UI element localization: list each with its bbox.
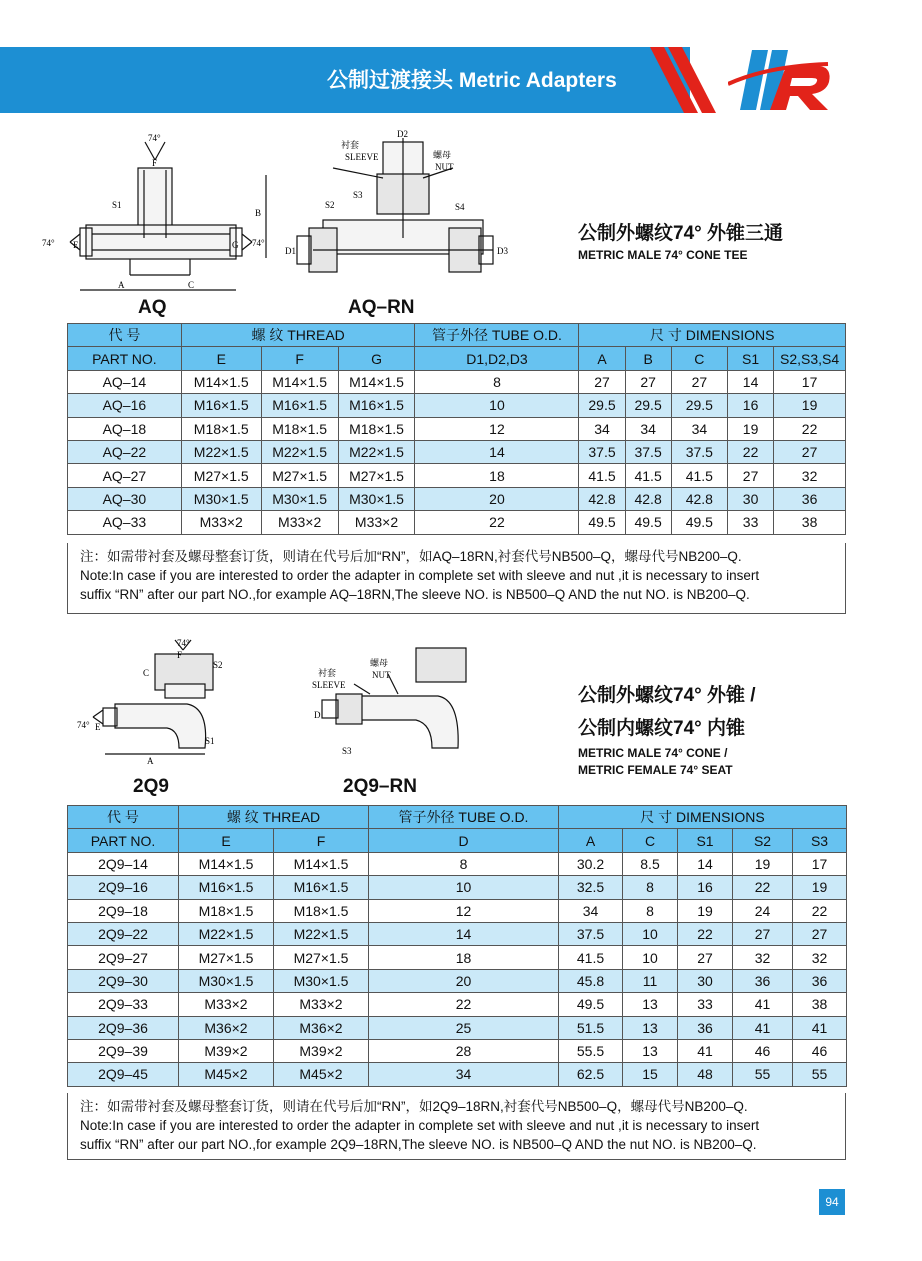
aq-fig-label: AQ [138,297,167,318]
table-cell: M27×1.5 [274,946,369,969]
table-cell: 36 [678,1016,733,1039]
table-cell: M27×1.5 [261,464,338,487]
table-cell: 2Q9–14 [68,852,179,875]
table-cell: 17 [793,852,847,875]
table-cell: 29.5 [671,394,727,417]
table-cell: 42.8 [671,487,727,510]
section2-heading-cn-2: 公制内螺纹74° 内锥 [578,718,746,739]
section2-heading-en-1: METRIC MALE 74° CONE / [578,746,728,760]
table-cell: 34 [625,417,671,440]
aq-note-line: 注：如需带衬套及螺母整套订货，则请在代号后加“RN”，如AQ–18RN,衬套代号NB500–Q，螺母代号NB200–Q. [80,549,742,564]
table-cell: AQ–22 [68,440,182,463]
table-cell: 22 [733,876,793,899]
2q9-s2-label: S2 [213,660,223,670]
subheader-cell: F [274,829,369,852]
table-row [68,946,847,969]
table-cell: 20 [369,969,559,992]
table-cell: M30×1.5 [338,487,415,510]
subheader-cell: G [338,347,415,370]
aq-right-angle-label: 74° [252,238,265,248]
table-cell: 8 [623,876,678,899]
2q9-note-line: Note:In case if you are interested to order the adapter in complete set with sleeve and nut ,it is necessary to insert [80,1118,760,1133]
table-cell: M36×2 [274,1016,369,1039]
table-row [68,1016,847,1039]
table-cell: 18 [369,946,559,969]
aq-rn-d2-label: D2 [397,129,408,139]
header-thread: 螺 纹 THREAD [179,806,369,829]
table-cell: 42.8 [625,487,671,510]
subheader-cell: S2,S3,S4 [774,347,846,370]
table-cell: M27×1.5 [338,464,415,487]
table-cell: AQ–27 [68,464,182,487]
table-cell: 10 [623,922,678,945]
aq-note-line: Note:In case if you are interested to order the adapter in complete set with sleeve and nut ,it is necessary to insert [80,568,760,583]
table-cell: 36 [793,969,847,992]
table-cell: 28 [369,1039,559,1062]
2q9-a-label: A [147,756,154,766]
table-row [68,876,847,899]
table-cell: M18×1.5 [274,899,369,922]
table-cell: M33×2 [274,993,369,1016]
aq-rn-sleeve-cn-label: 衬套 [341,140,360,150]
table-cell: 41 [733,1016,793,1039]
page-title: 公制过渡接头 Metric Adapters [327,69,617,92]
header-dimensions: 尺 寸 DIMENSIONS [579,324,846,347]
2q9-fig-label: 2Q9 [133,776,169,797]
subheader-cell: PART NO. [68,347,182,370]
table-row [68,394,846,417]
aq-note [67,543,846,614]
table-row [68,417,846,440]
table-cell: 10 [623,946,678,969]
table-cell: M30×1.5 [179,969,274,992]
aq-rn-fig-label: AQ–RN [348,297,415,318]
table-cell: 37.5 [559,922,623,945]
table-cell: 27 [678,946,733,969]
table-row [68,969,847,992]
table-cell: 22 [369,993,559,1016]
2q9-note-line: 注：如需带衬套及螺母整套订货，则请在代号后加“RN”，如2Q9–18RN,衬套代号NB500–Q，螺母代号NB200–Q. [80,1099,748,1114]
table-cell: 2Q9–33 [68,993,179,1016]
table-cell: M18×1.5 [261,417,338,440]
subheader-cell: B [625,347,671,370]
table-cell: 30 [678,969,733,992]
table-cell: 42.8 [579,487,625,510]
table-cell: M16×1.5 [181,394,261,417]
aq-rn-d3-label: D3 [497,246,508,256]
aq-rn-d1-label: D1 [285,246,296,256]
table-cell: M22×1.5 [179,922,274,945]
table-cell: M36×2 [179,1016,274,1039]
2q9-table-body [68,852,847,1086]
table-row [68,487,846,510]
aq-rn-nut-en-label: NUT [435,162,454,172]
table-row [68,440,846,463]
table-cell: M33×2 [181,511,261,534]
table-row [68,1063,847,1086]
subheader-cell: E [181,347,261,370]
table-cell: M18×1.5 [338,417,415,440]
2q9-note [67,1093,846,1160]
table-cell: 62.5 [559,1063,623,1086]
2q9-f-label: F [177,650,183,660]
table-cell: M33×2 [261,511,338,534]
header-thread: 螺 纹 THREAD [181,324,415,347]
table-cell: 27 [774,440,846,463]
table-cell: 46 [793,1039,847,1062]
table-cell: 22 [415,511,579,534]
aq-rn-sleeve-en-label: SLEEVE [345,152,379,162]
table-cell: 33 [728,511,774,534]
table-row [68,993,847,1016]
subheader-cell: D1,D2,D3 [415,347,579,370]
table-cell: M33×2 [179,993,274,1016]
2q9-rn-sleeve-en-label: SLEEVE [312,680,346,690]
table-row [68,370,846,393]
2q9-rn-fig-label: 2Q9–RN [343,776,417,797]
table-cell: 27 [728,464,774,487]
table-cell: 49.5 [625,511,671,534]
table-cell: 51.5 [559,1016,623,1039]
table-cell: 55 [733,1063,793,1086]
table-cell: AQ–33 [68,511,182,534]
aq-rn-s4-label: S4 [455,202,465,212]
aq-rn-nut-cn-label: 螺母 [433,150,452,160]
subheader-cell: C [623,829,678,852]
table-cell: M22×1.5 [261,440,338,463]
table-cell: 2Q9–16 [68,876,179,899]
section1-heading [578,218,783,262]
table-cell: 29.5 [625,394,671,417]
table-cell: 55 [793,1063,847,1086]
table-cell: M16×1.5 [261,394,338,417]
table-cell: 27 [579,370,625,393]
table-cell: 36 [733,969,793,992]
table-cell: 2Q9–30 [68,969,179,992]
aq-s1-label: S1 [112,200,122,210]
table-cell: M16×1.5 [179,876,274,899]
table-cell: 14 [415,440,579,463]
aq-c-label: C [188,280,195,290]
subheader-cell: PART NO. [68,829,179,852]
2q9-s1-label: S1 [205,736,215,746]
table-cell: 37.5 [625,440,671,463]
table-cell: M39×2 [179,1039,274,1062]
table-cell: 2Q9–36 [68,1016,179,1039]
aq-e-label: E [73,240,79,250]
aq-note-line: suffix “RN” after our part NO.,for example AQ–18RN,The sleeve NO. is NB500–Q AND the nut NO. is NB200–Q. [80,587,750,602]
table-cell: 19 [774,394,846,417]
table-cell: AQ–14 [68,370,182,393]
header-dimensions: 尺 寸 DIMENSIONS [559,806,847,829]
aq-rn-s3-label: S3 [353,190,363,200]
table-cell: 49.5 [671,511,727,534]
table-cell: 32 [793,946,847,969]
header-tube-od: 管子外径 TUBE O.D. [415,324,579,347]
table-cell: 2Q9–45 [68,1063,179,1086]
table-cell: M45×2 [179,1063,274,1086]
2q9-rn-d-label: D [314,710,321,720]
table-cell: 12 [415,417,579,440]
table-cell: M30×1.5 [274,969,369,992]
table-header-row [68,324,846,347]
table-cell: 8 [369,852,559,875]
table-cell: 27 [671,370,727,393]
table-subheader-row [68,347,846,370]
company-logo [728,44,838,116]
table-row [68,464,846,487]
table-row [68,852,847,875]
table-cell: 41 [678,1039,733,1062]
subheader-cell: A [579,347,625,370]
table-cell: 41.5 [579,464,625,487]
table-cell: M14×1.5 [274,852,369,875]
header-part-code: 代 号 [68,806,179,829]
table-row [68,922,847,945]
table-cell: 17 [774,370,846,393]
table-cell: 10 [415,394,579,417]
table-cell: 55.5 [559,1039,623,1062]
aq-rn-tee-drawing [283,128,515,286]
table-cell: 30 [728,487,774,510]
table-cell: 13 [623,1039,678,1062]
aq-angle-label: 74° [148,133,161,143]
table-cell: 16 [728,394,774,417]
table-cell: 14 [728,370,774,393]
table-cell: M18×1.5 [181,417,261,440]
2q9-rn-s3-label: S3 [342,746,352,756]
2q9-angle-label: 74° [177,638,190,648]
table-cell: 2Q9–18 [68,899,179,922]
table-cell: M33×2 [338,511,415,534]
table-cell: AQ–18 [68,417,182,440]
2q9-rn-sleeve-cn-label: 衬套 [318,668,337,678]
section1-heading-en: METRIC MALE 74° CONE TEE [578,248,748,262]
table-cell: 8 [415,370,579,393]
table-cell: 14 [678,852,733,875]
table-cell: 41.5 [671,464,727,487]
table-cell: 41.5 [559,946,623,969]
2q9-e-label: E [95,722,101,732]
table-cell: 13 [623,993,678,1016]
section2-heading-cn-1: 公制外螺纹74° 外锥 / [578,685,756,706]
aq-f-label: F [152,158,158,168]
table-cell: 45.8 [559,969,623,992]
table-cell: 11 [623,969,678,992]
table-cell: 33 [678,993,733,1016]
table-subheader-row [68,829,847,852]
table-cell: 2Q9–39 [68,1039,179,1062]
table-cell: 27 [793,922,847,945]
table-cell: 10 [369,876,559,899]
aq-a-label: A [118,280,125,290]
section2-heading-en-2: METRIC FEMALE 74° SEAT [578,763,733,777]
table-cell: 34 [671,417,727,440]
table-row [68,511,846,534]
table-cell: 41 [733,993,793,1016]
table-cell: 37.5 [579,440,625,463]
2q9-rn-nut-en-label: NUT [372,670,391,680]
decorative-stripes [650,47,720,113]
aq-rn-s2-label: S2 [325,200,335,210]
table-cell: 19 [793,876,847,899]
table-cell: 24 [733,899,793,922]
table-cell: 38 [774,511,846,534]
table-cell: M39×2 [274,1039,369,1062]
section2-heading [578,680,756,777]
table-cell: 36 [774,487,846,510]
table-cell: M14×1.5 [181,370,261,393]
section1-heading-cn: 公制外螺纹74° 外锥三通 [578,223,784,244]
subheader-cell: S1 [678,829,733,852]
table-header-row [68,806,847,829]
header-part-code: 代 号 [68,324,182,347]
subheader-cell: S2 [733,829,793,852]
aq-tee-drawing [40,130,280,298]
subheader-cell: A [559,829,623,852]
subheader-cell: E [179,829,274,852]
table-cell: 49.5 [579,511,625,534]
table-cell: 25 [369,1016,559,1039]
table-cell: 19 [733,852,793,875]
table-cell: 8.5 [623,852,678,875]
aq-spec-table [67,323,846,535]
table-cell: 34 [559,899,623,922]
2q9-left-angle-label: 74° [77,720,90,730]
table-cell: 34 [369,1063,559,1086]
table-cell: AQ–16 [68,394,182,417]
table-cell: 2Q9–27 [68,946,179,969]
table-cell: 22 [728,440,774,463]
table-cell: 19 [728,417,774,440]
table-cell: 38 [793,993,847,1016]
table-cell: M27×1.5 [181,464,261,487]
table-row [68,899,847,922]
table-cell: 32 [774,464,846,487]
aq-table-body [68,370,846,534]
subheader-cell: S3 [793,829,847,852]
table-cell: 27 [733,922,793,945]
table-cell: 41 [793,1016,847,1039]
table-cell: 15 [623,1063,678,1086]
table-cell: M14×1.5 [261,370,338,393]
2q9-note-line: suffix “RN” after our part NO.,for example 2Q9–18RN,The sleeve NO. is NB500–Q AND the nut NO. is NB200–Q. [80,1137,757,1152]
2q9-elbow-drawing [75,638,235,770]
aq-g-label: G [232,240,239,250]
subheader-cell: D [369,829,559,852]
table-cell: 19 [678,899,733,922]
table-cell: M14×1.5 [338,370,415,393]
table-cell: 29.5 [579,394,625,417]
table-cell: M22×1.5 [181,440,261,463]
aq-left-angle-label: 74° [42,238,55,248]
table-cell: 32 [733,946,793,969]
2q9-c-label: C [143,668,150,678]
table-cell: M18×1.5 [179,899,274,922]
table-cell: M30×1.5 [261,487,338,510]
table-cell: 22 [774,417,846,440]
table-cell: 46 [733,1039,793,1062]
table-cell: 27 [625,370,671,393]
table-cell: 2Q9–22 [68,922,179,945]
table-cell: 8 [623,899,678,922]
table-cell: 18 [415,464,579,487]
table-cell: M22×1.5 [274,922,369,945]
table-cell: 14 [369,922,559,945]
table-cell: M16×1.5 [338,394,415,417]
2q9-spec-table [67,805,847,1087]
table-cell: 34 [579,417,625,440]
table-cell: 20 [415,487,579,510]
table-cell: 16 [678,876,733,899]
table-cell: 32.5 [559,876,623,899]
aq-b-label: B [255,208,262,218]
table-cell: M16×1.5 [274,876,369,899]
table-cell: 30.2 [559,852,623,875]
table-cell: 48 [678,1063,733,1086]
table-cell: M45×2 [274,1063,369,1086]
table-cell: M27×1.5 [179,946,274,969]
table-cell: 49.5 [559,993,623,1016]
subheader-cell: F [261,347,338,370]
table-cell: M14×1.5 [179,852,274,875]
2q9-rn-nut-cn-label: 螺母 [370,658,389,668]
header-tube-od: 管子外径 TUBE O.D. [369,806,559,829]
table-cell: 22 [793,899,847,922]
page-number: 94 [819,1189,845,1215]
subheader-cell: S1 [728,347,774,370]
table-cell: 22 [678,922,733,945]
subheader-cell: C [671,347,727,370]
table-row [68,1039,847,1062]
table-cell: 12 [369,899,559,922]
table-cell: 13 [623,1016,678,1039]
table-cell: AQ–30 [68,487,182,510]
table-cell: M30×1.5 [181,487,261,510]
table-cell: 37.5 [671,440,727,463]
table-cell: M22×1.5 [338,440,415,463]
2q9-rn-elbow-drawing [308,638,478,760]
table-cell: 41.5 [625,464,671,487]
